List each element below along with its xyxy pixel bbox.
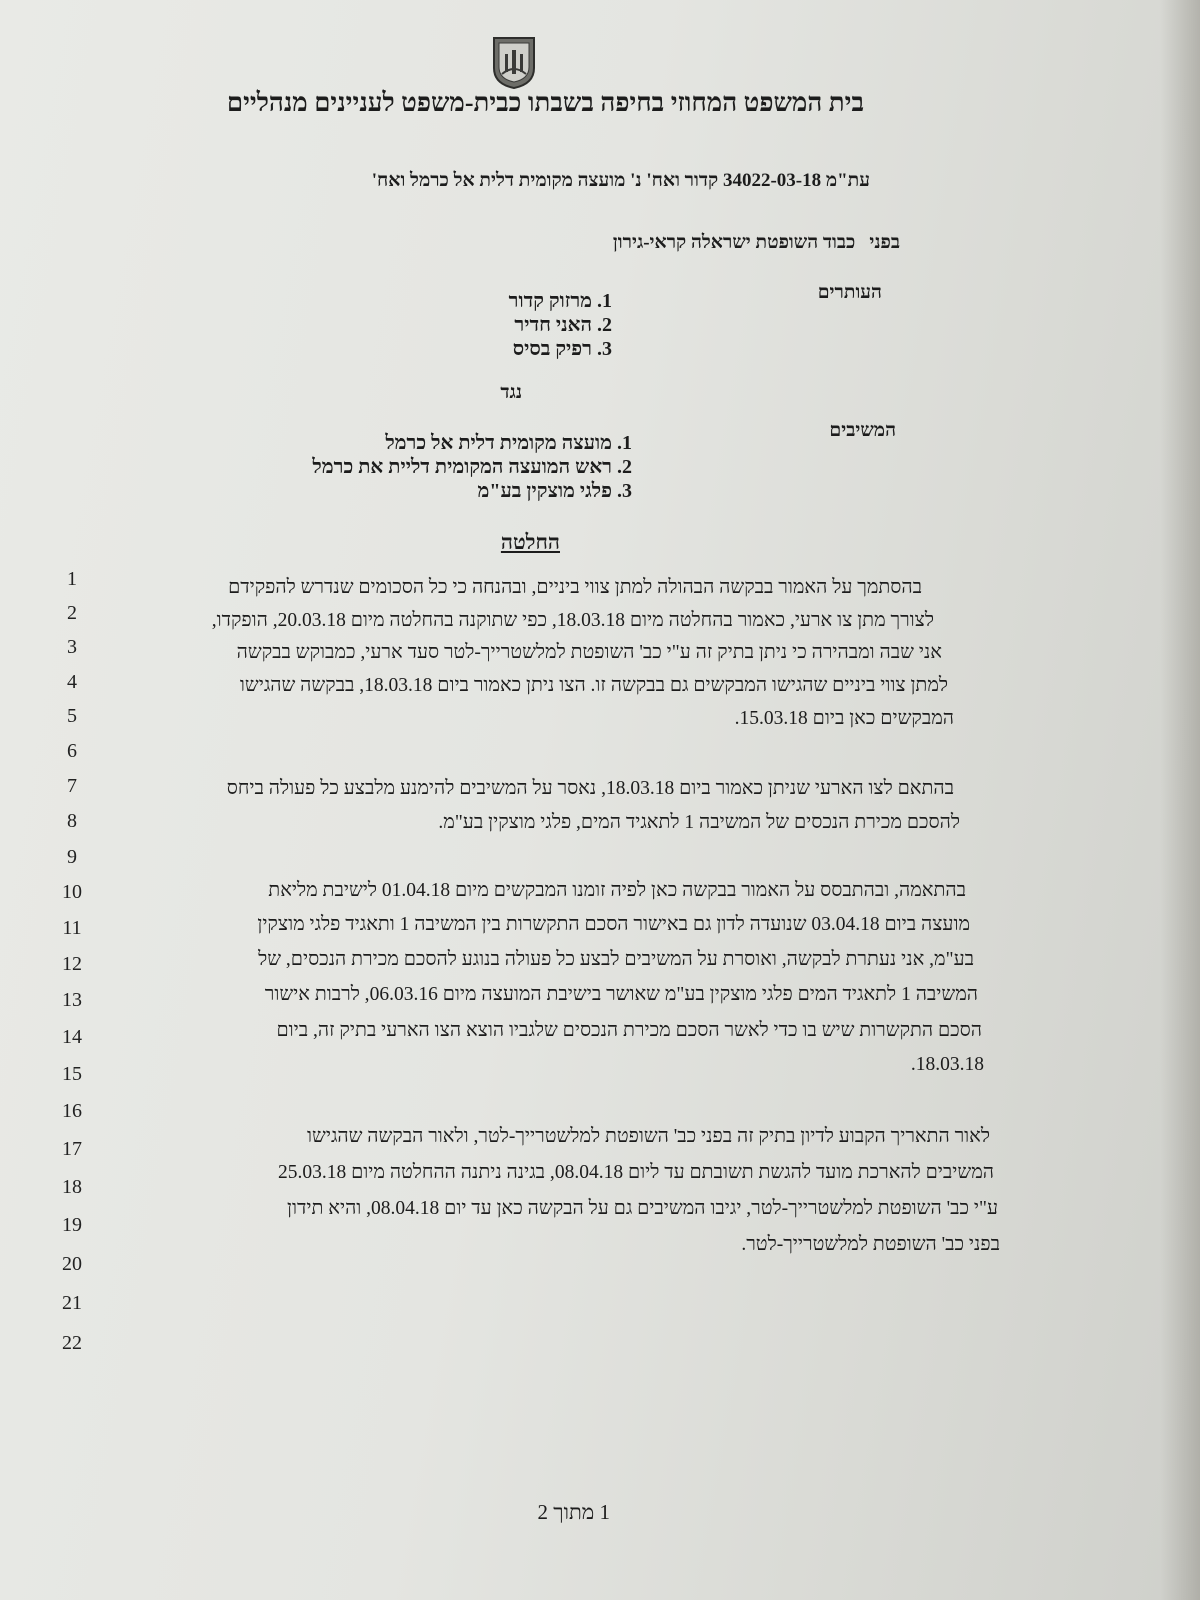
state-emblem-icon (490, 34, 538, 90)
body-line: בע"מ, אני נעתרת לבקשה, ואוסרת על המשיבים לבצע כל פעולה בנוגע להסכם מכירת הנכסים, של (258, 949, 974, 970)
line-number: 16 (62, 1100, 82, 1122)
versus-label: נגד (500, 382, 522, 403)
line-number: 6 (67, 740, 77, 762)
page-edge-shadow (1160, 0, 1200, 1600)
judge-name: כבוד השופטת ישראלה קראי-גירון (612, 232, 856, 253)
judge-line (613, 232, 900, 254)
line-number: 12 (62, 953, 82, 975)
body-line: אני שבה ומבהירה כי ניתן בתיק זה ע"י כב' השופטת למלשטרייך-לטר סעד ארעי, כמבוקש בבקשה (236, 642, 942, 663)
body-line: לאור התאריך הקבוע לדיון בתיק זה בפני כב' השופטת למלשטרייך-לטר, ולאור הבקשה שהגישו (307, 1126, 990, 1147)
respondent-item: 3. פלגי מוצקין בע"מ (477, 480, 632, 502)
line-number: 8 (67, 810, 77, 832)
petitioners-label: העותרים (817, 282, 882, 303)
body-line: המבקשים כאן ביום 15.03.18. (734, 708, 954, 729)
body-line: בהתאמה, ובהתבסס על האמור בבקשה כאן לפיה זומנו המבקשים מיום 01.04.18 לישיבת מליאת (268, 880, 966, 901)
body-line: להסכם מכירת הנכסים של המשיבה 1 לתאגיד המים, פלגי מוצקין בע"מ. (438, 812, 960, 833)
body-line: לצורך מתן צו ארעי, כאמור בהחלטה מיום 18.03.18, כפי שתוקנה בהחלטה מיום 20.03.18, הופקדו, (211, 610, 934, 631)
line-number: 3 (67, 636, 77, 658)
petitioner-item: 1. מרזוק קדור (508, 290, 612, 312)
line-number: 7 (67, 775, 77, 797)
petitioner-item: 3. רפיק בסיס (512, 338, 612, 360)
respondent-item: 1. מועצה מקומית דלית אל כרמל (385, 432, 632, 454)
court-title: בית המשפט המחוזי בחיפה בשבתו כבית-משפט לעניינים מנהליים (226, 88, 864, 117)
body-line: הסכם התקשרות שיש בו כדי לאשר הסכם מכירת הנכסים שלגביו הוצא הצו הארעי בתיק זה, ביום (276, 1020, 982, 1041)
body-line: המשיבים להארכת מועד להגשת תשובתם עד ליום 08.04.18, בגינה ניתנה ההחלטה מיום 25.03.18 (277, 1162, 994, 1183)
line-number: 17 (62, 1138, 82, 1160)
line-number: 18 (62, 1176, 82, 1198)
petitioner-item: 2. האני חדיר (514, 314, 612, 336)
body-line: בהסתמך על האמור בבקשה הבהולה למתן צווי ביניים, ובהנחה כי כל הסכומים שנדרש להפקידם (228, 577, 922, 598)
line-number: 15 (62, 1063, 82, 1085)
body-line: 18.03.18. (910, 1054, 984, 1075)
line-number: 14 (62, 1026, 82, 1048)
case-number-line: עת"מ 34022-03-18 קדור ואח' נ' מועצה מקומית דלית אל כרמל ואח' (371, 170, 870, 191)
body-line: למתן צווי ביניים שהגישו המבקשים גם בבקשה זו. הצו ניתן כאמור ביום 18.03.18, בבקשה שהגישו (239, 675, 948, 696)
line-number: 20 (62, 1253, 82, 1275)
line-number: 5 (67, 705, 77, 727)
line-number: 21 (62, 1292, 82, 1314)
respondent-item: 2. ראש המועצה המקומית דליית את כרמל (312, 456, 632, 478)
body-line: בפני כב' השופטת למלשטרייך-לטר. (741, 1234, 1000, 1255)
line-number: 19 (62, 1214, 82, 1236)
line-number: 22 (62, 1332, 82, 1354)
page-number: 1 מתוך 2 (537, 1500, 610, 1524)
respondents-label: המשיבים (829, 420, 896, 441)
decision-title: החלטה (500, 530, 560, 554)
body-line: בהתאם לצו הארעי שניתן כאמור ביום 18.03.18, נאסר על המשיבים להימנע מלבצע כל פעולה ביחס (226, 778, 954, 799)
line-number: 2 (67, 602, 77, 624)
line-number: 10 (62, 881, 82, 903)
body-line: ע"י כב' השופטת למלשטרייך-לטר, יגיבו המשיבים גם על הבקשה כאן עד יום 08.04.18, והיא תידון (287, 1198, 998, 1219)
line-number: 1 (67, 568, 77, 590)
line-number: 9 (67, 846, 77, 868)
body-line: מועצה ביום 03.04.18 שנועדה לדון גם באישור הסכם התקשרות בין המשיבה 1 ותאגיד פלגי מוצקין (257, 914, 970, 935)
body-line: המשיבה 1 לתאגיד המים פלגי מוצקין בע"מ שאושר בישיבת המועצה מיום 06.03.16, לרבות אישור (264, 984, 978, 1005)
line-number: 11 (62, 917, 82, 939)
line-number: 13 (62, 989, 82, 1011)
line-number: 4 (67, 671, 77, 693)
before-label: בפני (869, 232, 900, 253)
